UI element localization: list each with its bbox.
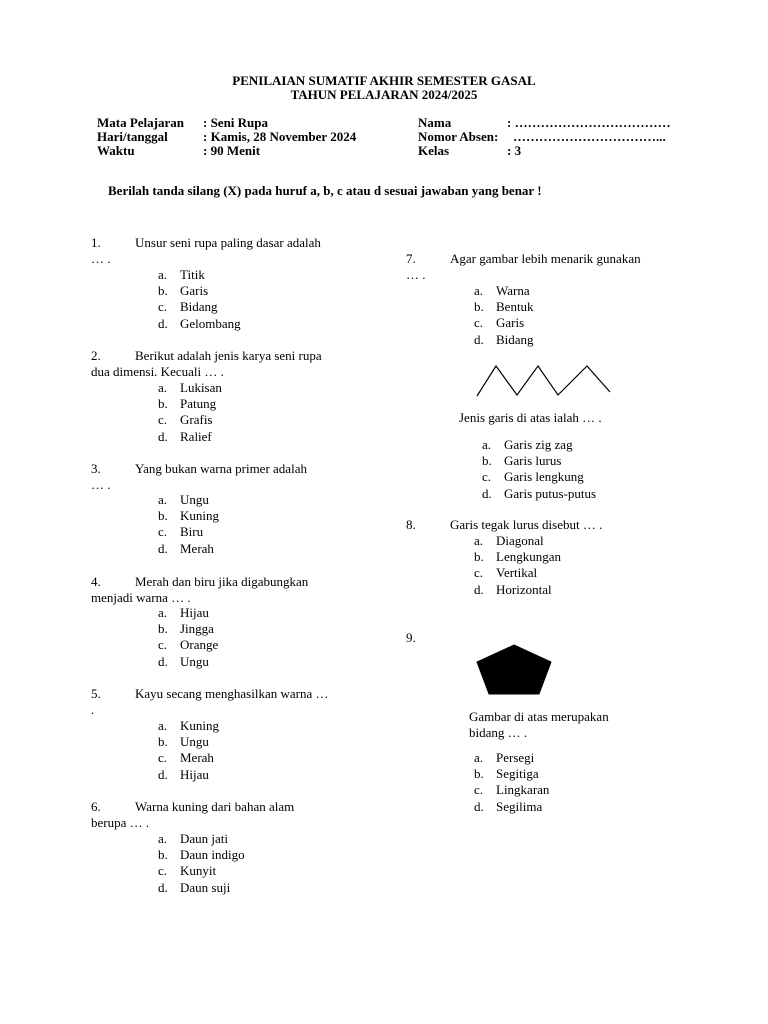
options-q9: [474, 750, 549, 815]
option-a[interactable]: a. Hijau: [158, 605, 209, 620]
question-text: Merah dan biru jika digabungkan: [135, 574, 309, 589]
options-zigzag: [482, 437, 596, 502]
label-absen: Nomor Absen:: [418, 129, 499, 144]
label-name: Nama: [418, 115, 452, 130]
question-number: 1.: [91, 235, 101, 250]
question-text-cont: berupa … .: [91, 815, 150, 830]
options-q2: [158, 380, 222, 445]
option-c[interactable]: c. Lingkaran: [474, 782, 550, 798]
label-time: Waktu: [97, 143, 135, 158]
question-9-number: 9.: [406, 630, 416, 645]
option-d[interactable]: d. Garis putus-putus: [482, 485, 597, 501]
option-d[interactable]: d. Daun suji: [158, 879, 231, 895]
question-number: 3.: [91, 461, 101, 476]
option-c[interactable]: c. Merah: [158, 750, 214, 766]
question-text: Agar gambar lebih menarik gunakan: [450, 251, 641, 266]
option-c[interactable]: c. Grafis: [158, 412, 213, 428]
option-d[interactable]: d. Ralief: [158, 428, 212, 444]
option-d[interactable]: d. Gelombang: [158, 315, 241, 331]
school-year-title: TAHUN PELAJARAN 2024/2025: [290, 87, 478, 102]
option-d[interactable]: d. Hijau: [158, 766, 209, 782]
instruction: Berilah tanda silang (X) pada huruf a, b, c atau d sesuai jawaban yang benar !: [108, 183, 542, 198]
option-b[interactable]: b. Bentuk: [474, 299, 534, 315]
pentagon-figure: [476, 644, 552, 695]
option-b[interactable]: b. Garis: [158, 283, 209, 299]
value-time: : 90 Menit: [203, 143, 261, 158]
question-text-cont: bidang … .: [469, 725, 528, 740]
option-c[interactable]: c. Garis lengkung: [482, 469, 584, 485]
options-q5: [158, 718, 219, 783]
option-a[interactable]: a. Titik: [158, 267, 205, 282]
question-text-cont: … .: [91, 251, 111, 266]
option-a[interactable]: a. Kuning: [158, 718, 219, 733]
option-c[interactable]: c. Kunyit: [158, 863, 217, 879]
option-b[interactable]: b. Lengkungan: [474, 549, 561, 565]
question-9-text: [469, 709, 609, 741]
question-text: Yang bukan warna primer adalah: [135, 461, 307, 476]
question-text: Garis tegak lurus disebut … .: [450, 517, 603, 532]
question-number: 4.: [91, 574, 101, 589]
option-a[interactable]: a. Daun jati: [158, 831, 229, 846]
question-number: 6.: [91, 799, 101, 814]
question-text-cont: dua dimensi. Kecuali … .: [91, 364, 224, 379]
option-b[interactable]: b. Kuning: [158, 508, 219, 524]
question-8: [406, 517, 602, 533]
option-c[interactable]: c. Bidang: [158, 299, 218, 315]
value-subject: : Seni Rupa: [203, 115, 269, 130]
question-6: [91, 799, 294, 831]
question-7: [406, 251, 641, 283]
option-d[interactable]: d. Bidang: [474, 331, 534, 347]
option-c[interactable]: c. Garis: [474, 315, 525, 331]
question-text: Berikut adalah jenis karya seni rupa: [135, 348, 322, 363]
option-a[interactable]: a. Lukisan: [158, 380, 222, 395]
question-1: [91, 235, 321, 267]
option-b[interactable]: b. Jingga: [158, 621, 214, 637]
value-absen: ……………………………...: [513, 129, 666, 144]
question-text-cont: .: [91, 702, 95, 717]
option-b[interactable]: b. Garis lurus: [482, 453, 562, 469]
option-a[interactable]: a. Warna: [474, 283, 530, 298]
option-b[interactable]: b. Segitiga: [474, 766, 539, 782]
option-d[interactable]: d. Horizontal: [474, 581, 552, 597]
options-q1: [158, 267, 241, 332]
question-text: Gambar di atas merupakan: [469, 709, 609, 724]
question-number: 5.: [91, 686, 101, 701]
question-text-cont: … .: [91, 477, 111, 492]
label-date: Hari/tanggal: [97, 129, 168, 144]
option-b[interactable]: b. Daun indigo: [158, 847, 245, 863]
option-a[interactable]: a. Diagonal: [474, 533, 544, 548]
zigzag-line-figure: [476, 363, 612, 397]
option-b[interactable]: b. Ungu: [158, 734, 209, 750]
question-text: Kayu secang menghasilkan warna …: [135, 686, 329, 701]
option-c[interactable]: c. Biru: [158, 524, 204, 540]
question-3: [91, 461, 307, 493]
option-d[interactable]: d. Ungu: [158, 653, 209, 669]
question-text: Unsur seni rupa paling dasar adalah: [135, 235, 321, 250]
question-5: [91, 686, 329, 718]
question-number: 8.: [406, 517, 416, 532]
zigzag-question-text: Jenis garis di atas ialah … .: [459, 410, 602, 425]
option-c[interactable]: c. Vertikal: [474, 565, 538, 581]
options-q4: [158, 605, 218, 670]
options-q6: [158, 831, 245, 896]
question-text-cont: … .: [406, 267, 426, 282]
question-number: 7.: [406, 251, 416, 266]
question-4: [91, 574, 308, 606]
question-number: 2.: [91, 348, 101, 363]
option-a[interactable]: a. Persegi: [474, 750, 535, 765]
exam-title: PENILAIAN SUMATIF AKHIR SEMESTER GASAL: [232, 73, 536, 88]
option-a[interactable]: a. Ungu: [158, 492, 209, 507]
options-q7: [474, 283, 534, 348]
label-subject: Mata Pelajaran: [97, 115, 185, 130]
value-class: : 3: [507, 143, 522, 158]
question-text-cont: menjadi warna … .: [91, 590, 191, 605]
option-d[interactable]: d. Segilima: [474, 798, 543, 814]
question-2: [91, 348, 322, 380]
option-a[interactable]: a. Garis zig zag: [482, 437, 573, 452]
option-d[interactable]: d. Merah: [158, 540, 214, 556]
question-text: Warna kuning dari bahan alam: [135, 799, 295, 814]
value-date: : Kamis, 28 November 2024: [203, 129, 357, 144]
value-name: : ………………………………: [507, 115, 671, 130]
option-c[interactable]: c. Orange: [158, 637, 219, 653]
label-class: Kelas: [418, 143, 450, 158]
options-q8: [474, 533, 561, 598]
option-b[interactable]: b. Patung: [158, 396, 217, 412]
options-q3: [158, 492, 219, 557]
